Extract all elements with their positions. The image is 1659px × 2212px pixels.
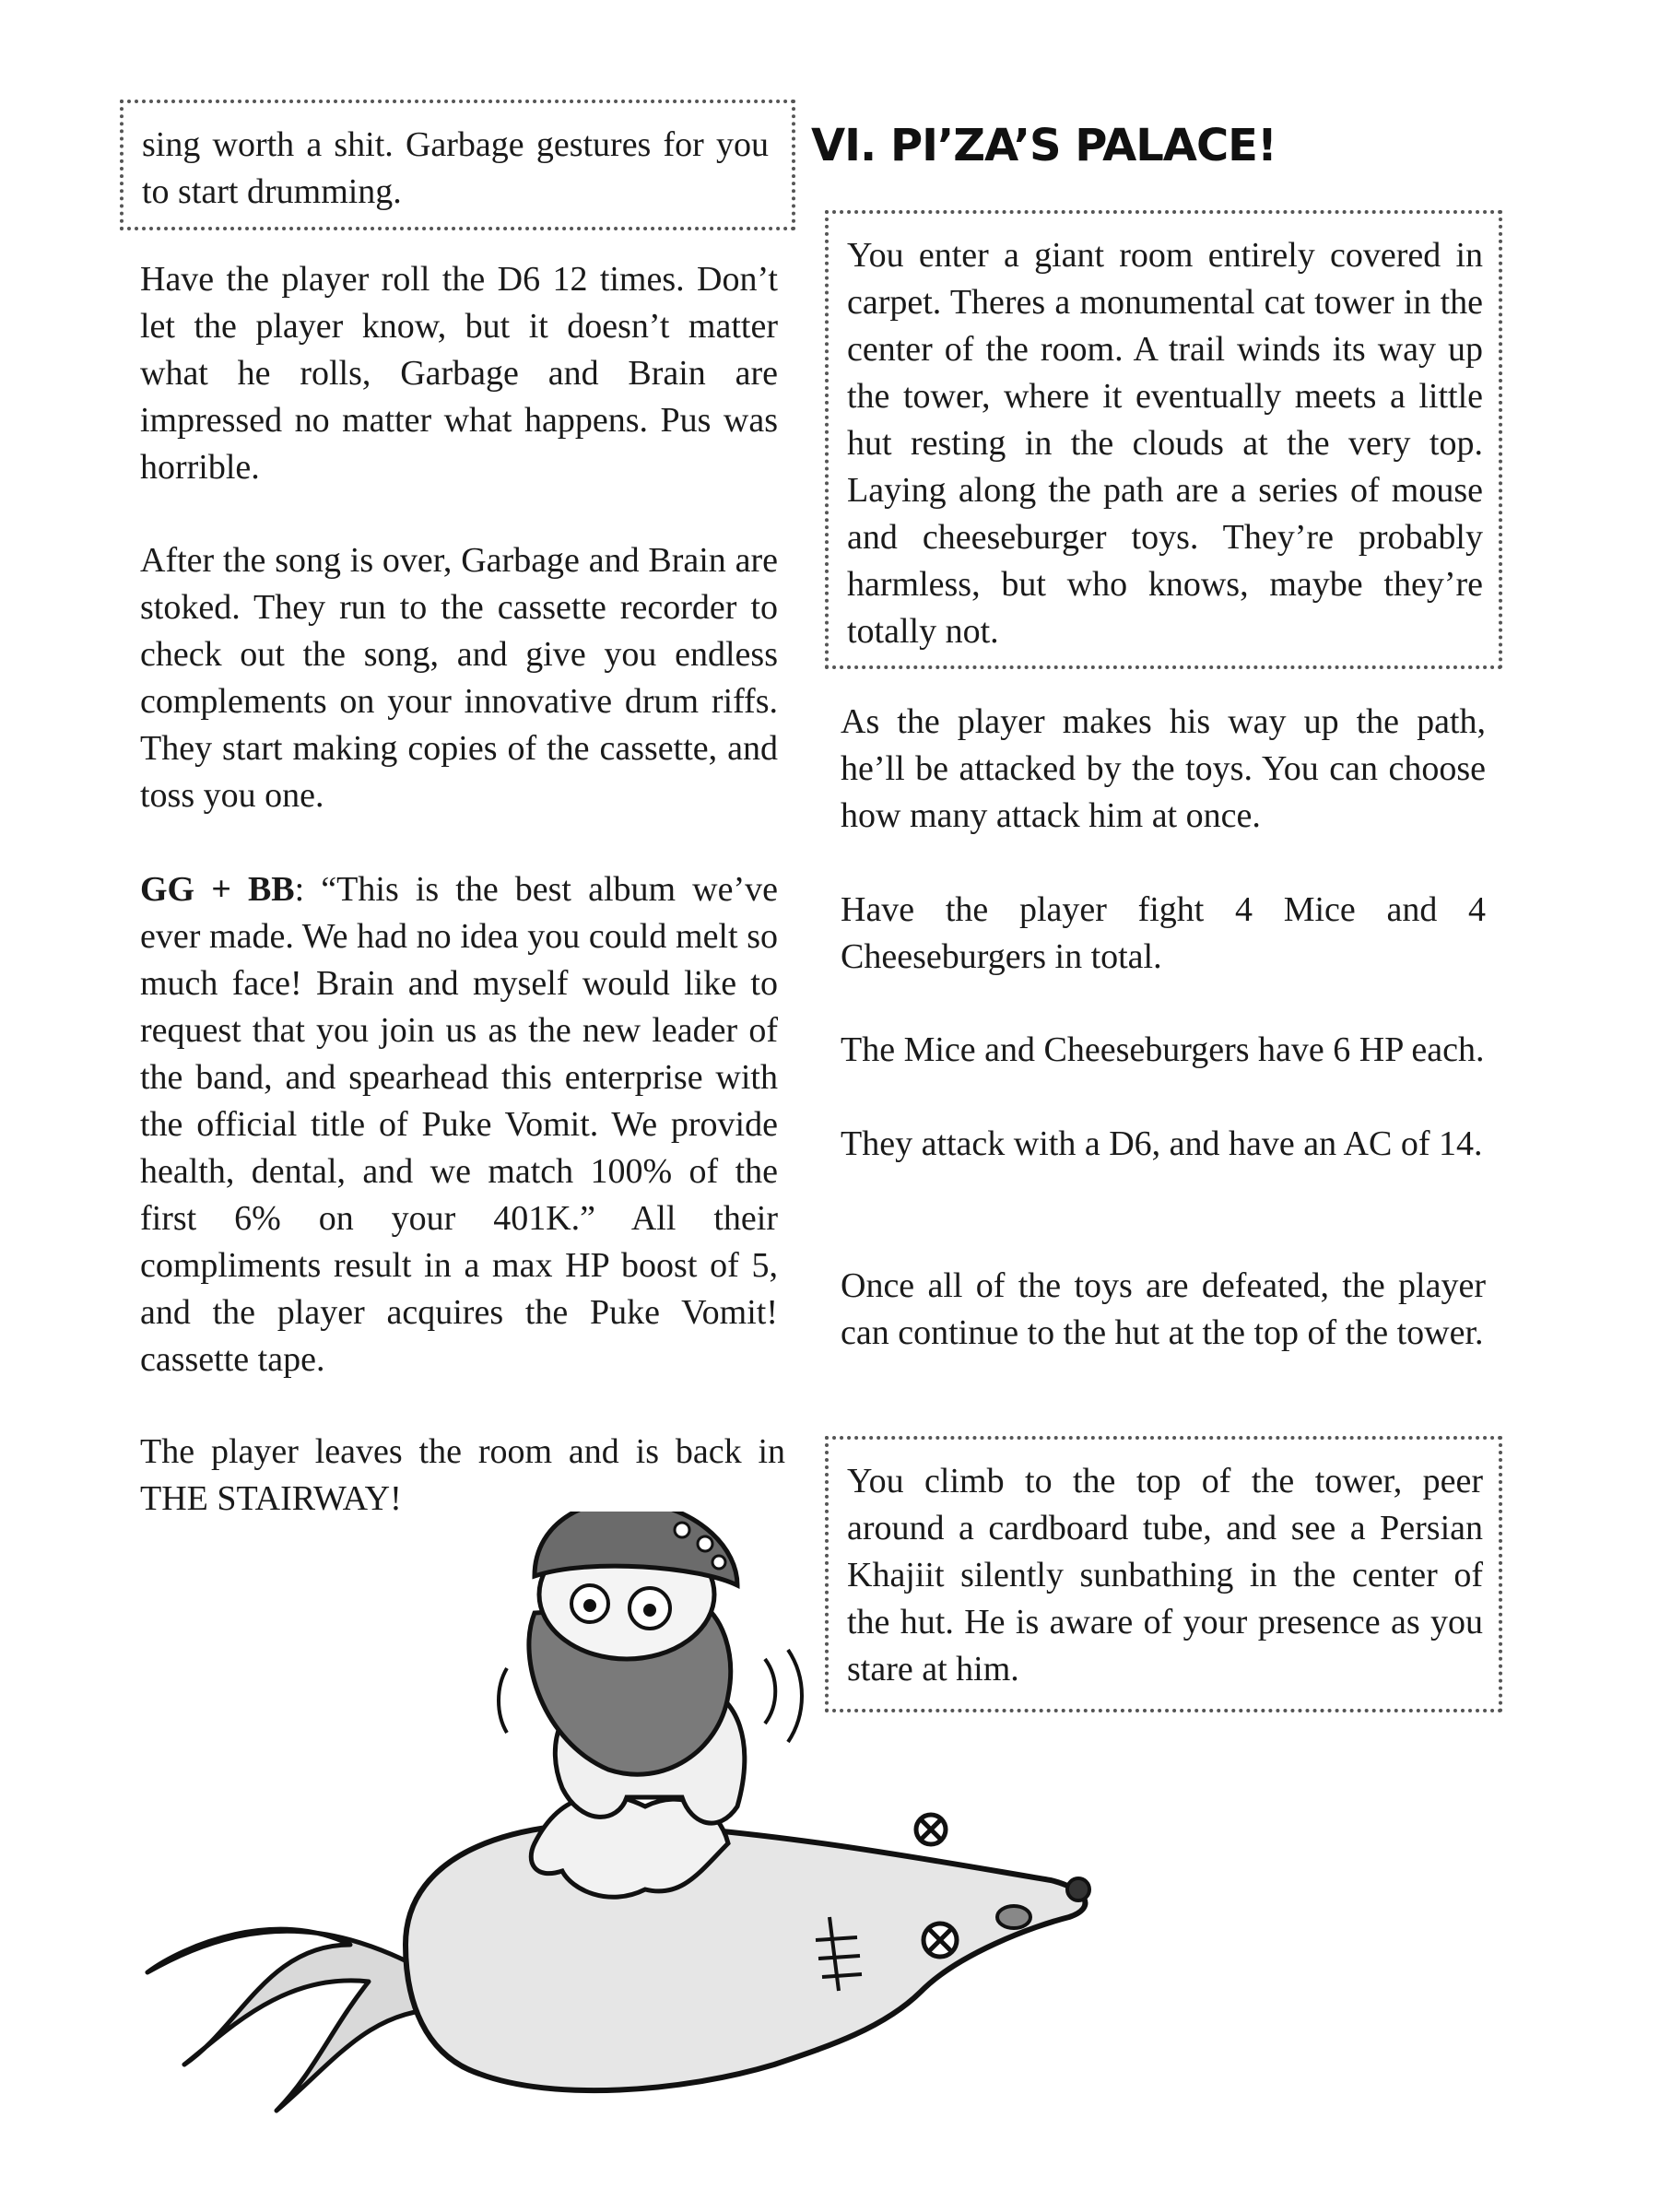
left-box-text: sing worth a shit. Garbage gestures for you to start drumming. [142, 125, 769, 211]
section-heading: VI. PI’ZA’S PALACE! [811, 120, 1277, 171]
end-box-text: You climb to the top of the tower, peer around a cardboard tube, and see a Persian Khajiit silently sunbathing in the center of the hut. He is aware of your presence as you stare at him. [847, 1462, 1483, 1688]
paragraph-dialogue [140, 866, 778, 1383]
rat-tongue [997, 1906, 1030, 1928]
paragraph-leave-room: The player leaves the room and is back in THE STAIRWAY! [140, 1432, 785, 1518]
paragraph-attacked-by-toys: As the player makes his way up the path, he’ll be attacked by the toys. You can choose how many attack him at once. [841, 702, 1486, 835]
paragraph-attack-ac: They attack with a D6, and have an AC of 14. [841, 1124, 1483, 1163]
dialogue-text: : “This is the best album we’ve ever made. We had no idea you could melt so much face! Brain and myself would like to request that you join us as the new leader of the band, and spearhead this enterprise with the official title of Puke Vomit. We provide health, dental, and we match 100% of the first 6% on your 401K.” All their compliments result in a max HP boost of 5, and the player acquires the Puke Vomit! cassette tape. [140, 870, 778, 1379]
paragraph-toys-defeated: Once all of the toys are defeated, the player can continue to the hut at the top of the tower. [841, 1266, 1486, 1352]
paragraph-fight-count: Have the player fight 4 Mice and 4 Cheeseburgers in total. [841, 890, 1486, 976]
rat-nose [1067, 1878, 1089, 1900]
bearded-man-on-rat-illustration [129, 1512, 1143, 2175]
dialogue-speaker: GG + BB [140, 870, 295, 909]
paragraph-hp: The Mice and Cheeseburgers have 6 HP each. [841, 1030, 1485, 1069]
paragraph-roll-d6: Have the player roll the D6 12 times. Don’t let the player know, but it doesn’t matter what he rolls, Garbage and Brain are impressed no matter what happens. Pus was horrible. [140, 260, 778, 487]
right-intro-boxed-text [825, 210, 1502, 669]
left-top-boxed-text [120, 100, 795, 230]
paragraph-after-song: After the song is over, Garbage and Brain are stoked. They run to the cassette recorder to check out the song, and give you endless complements on your innovative drum riffs. They start making copies of the cassette, and toss you one. [140, 541, 778, 815]
rat-body [406, 1824, 1085, 2091]
intro-box-text: You enter a giant room entirely covered in carpet. Theres a monumental cat tower in the center of the room. A trail winds its way up the tower, where it eventually meets a little hut resting in the clouds at the very top. Laying along the path are a series of mouse and cheeseburger toys. They’re probably harmless, but who knows, maybe they’re totally not. [847, 236, 1483, 651]
